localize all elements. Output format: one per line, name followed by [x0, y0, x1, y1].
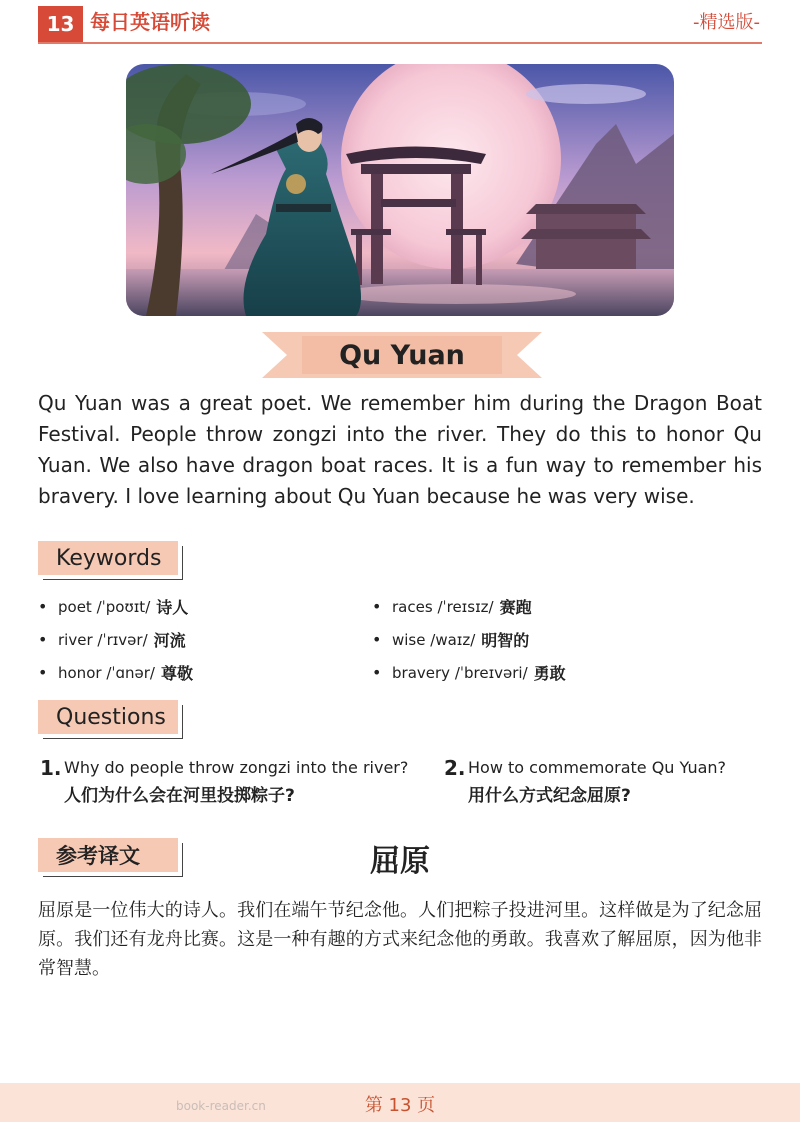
header-divider — [38, 42, 762, 44]
bullet-icon: • — [38, 597, 48, 616]
keyword-item — [38, 623, 193, 656]
question-number: 1. — [40, 756, 62, 780]
question-cn: 用什么方式纪念屈原? — [468, 786, 631, 806]
keyword-ipa: /ˈrɪvər/ — [97, 630, 148, 649]
keyword-cn: 尊敬 — [160, 664, 193, 683]
keyword-word: honor — [58, 663, 102, 682]
keyword-cn: 诗人 — [156, 598, 189, 617]
page-footer — [0, 1083, 800, 1122]
translation-title: 屈原 — [370, 844, 430, 879]
keyword-ipa: /waɪz/ — [430, 630, 476, 649]
keywords-list-right — [372, 590, 566, 689]
keyword-word: bravery — [392, 663, 451, 682]
keyword-word: races — [392, 597, 433, 616]
chinese-passage: 屈原是一位伟大的诗人。我们在端午节纪念他。人们把粽子投进河里。这样做是为了纪念屈原。我们还有龙舟比赛。这是一种有趣的方式来纪念他的勇敢。我喜欢了解屈原，因为他非常智慧。 — [38, 900, 762, 979]
story-title: Qu Yuan — [339, 339, 465, 371]
keyword-item — [38, 656, 193, 689]
keyword-ipa: /ˈreɪsɪz/ — [437, 597, 494, 616]
keyword-word: poet — [58, 597, 92, 616]
bullet-icon: • — [372, 663, 382, 682]
keyword-item — [372, 590, 566, 623]
page-number: 第 13 页 — [364, 1095, 436, 1116]
question-cn: 人们为什么会在河里投掷粽子? — [64, 786, 295, 806]
lesson-number-badge: 13 — [38, 6, 83, 42]
questions-tag: Questions — [38, 700, 178, 734]
title-ribbon — [262, 330, 542, 380]
keyword-ipa: /ˈpoʊɪt/ — [96, 597, 151, 616]
keyword-item — [372, 623, 566, 656]
bullet-icon: • — [372, 630, 382, 649]
keywords-list-left — [38, 590, 193, 689]
translation-tag: 参考译文 — [38, 838, 178, 872]
english-passage: Qu Yuan was a great poet. We remember him during the Dragon Boat Festival. People throw zongzi into the river. They do this to honor Qu Yuan. We also have dragon boat races. It is a fun way to remember his bravery. I love learning about Qu Yuan because he was very wise. — [38, 391, 762, 508]
header-edition: -精选版- — [693, 12, 760, 33]
keyword-cn: 明智的 — [481, 631, 530, 650]
keyword-word: river — [58, 630, 93, 649]
keyword-cn: 勇敢 — [533, 664, 566, 683]
footer-site: book-reader.cn — [176, 1099, 266, 1113]
keyword-word: wise — [392, 630, 426, 649]
qu-yuan-illustration-icon — [126, 64, 674, 316]
header-title: 每日英语听读 — [90, 10, 210, 34]
keyword-item — [38, 590, 193, 623]
keyword-cn: 河流 — [153, 631, 186, 650]
keyword-cn: 赛跑 — [499, 598, 532, 617]
keyword-ipa: /ˈɑnər/ — [106, 663, 155, 682]
bullet-icon: • — [372, 597, 382, 616]
keyword-ipa: /ˈbreɪvəri/ — [454, 663, 528, 682]
question-2 — [444, 754, 726, 810]
keywords-tag: Keywords — [38, 541, 178, 575]
question-1 — [40, 754, 408, 810]
keyword-item — [372, 656, 566, 689]
bullet-icon: • — [38, 663, 48, 682]
question-en: How to commemorate Qu Yuan? — [468, 758, 727, 777]
question-en: Why do people throw zongzi into the river? — [64, 758, 409, 777]
question-number: 2. — [444, 756, 466, 780]
bullet-icon: • — [38, 630, 48, 649]
